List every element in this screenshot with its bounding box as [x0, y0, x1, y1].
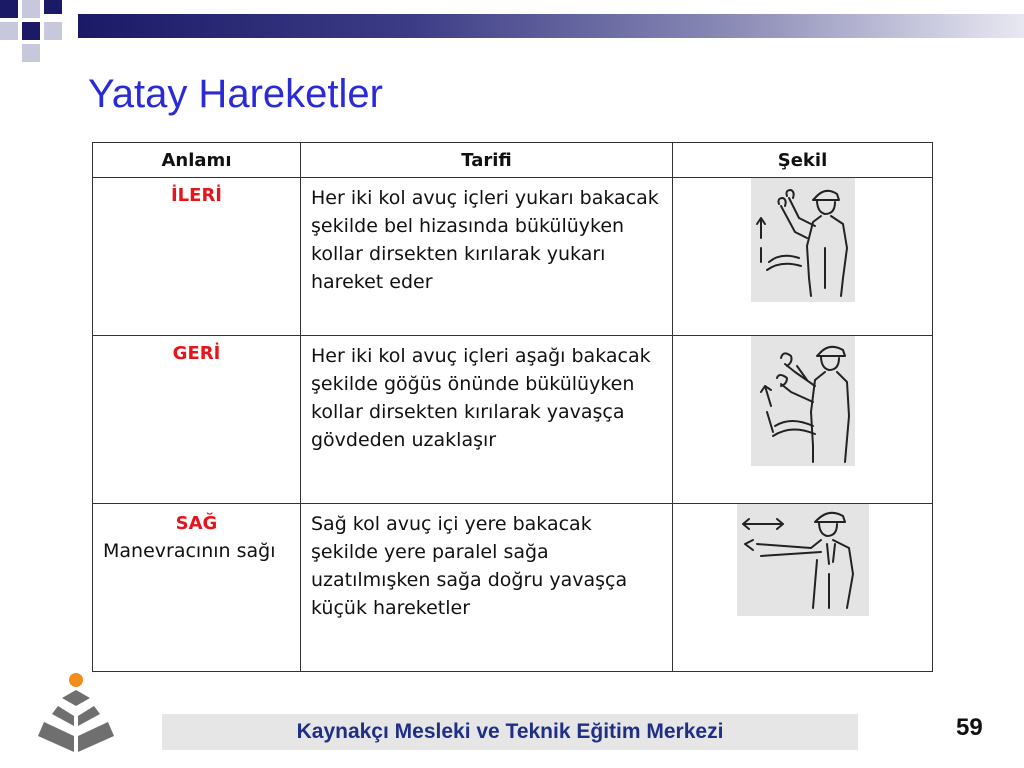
center-logo-icon	[34, 672, 118, 756]
description-cell: Her iki kol avuç içleri yukarı bakacak şekilde bel hizasında bükülüyken kollar dirsekten kırılarak yukarı hareket eder	[301, 178, 673, 336]
meaning-cell	[93, 178, 301, 336]
figure-cell	[673, 504, 933, 672]
term-sublabel: Manevracının sağı	[103, 540, 276, 562]
worker-signal-right-icon	[737, 504, 869, 616]
meaning-cell	[93, 504, 301, 672]
worker-signal-backward-icon	[751, 336, 855, 466]
worker-signal-forward-icon	[751, 178, 855, 302]
deco-square-7	[22, 44, 40, 62]
description-cell: Her iki kol avuç içleri aşağı bakacak şekilde göğüs önünde bükülüyken kollar dirsekten kırılarak yavaşça gövdeden uzaklaşır	[301, 336, 673, 504]
deco-square-3	[44, 0, 62, 14]
term-label: SAĞ	[175, 513, 218, 534]
top-gradient-bar	[78, 14, 1024, 38]
figure-cell	[673, 336, 933, 504]
table-header-row	[93, 143, 933, 178]
column-header-figure: Şekil	[673, 143, 933, 178]
column-header-meaning: Anlamı	[93, 143, 301, 178]
page-number: 59	[956, 714, 983, 741]
deco-square-4	[0, 22, 18, 40]
deco-square-1	[0, 0, 18, 18]
deco-square-2	[22, 0, 40, 18]
meaning-cell	[93, 336, 301, 504]
description-cell: Sağ kol avuç içi yere bakacak şekilde yere paralel sağa uzatılmışken sağa doğru yavaşça küçük hareketler	[301, 504, 673, 672]
slide-title: Yatay Hareketler	[88, 72, 383, 116]
figure-cell	[673, 178, 933, 336]
footer-text: Kaynakçı Mesleki ve Teknik Eğitim Merkezi	[296, 720, 724, 743]
table-row	[93, 504, 933, 672]
column-header-description: Tarifi	[301, 143, 673, 178]
term-label: GERİ	[172, 343, 221, 364]
table-row	[93, 178, 933, 336]
deco-square-5	[22, 22, 40, 40]
deco-square-6	[44, 22, 62, 40]
table-row	[93, 336, 933, 504]
signals-table	[92, 142, 933, 672]
term-label: İLERİ	[170, 185, 223, 206]
